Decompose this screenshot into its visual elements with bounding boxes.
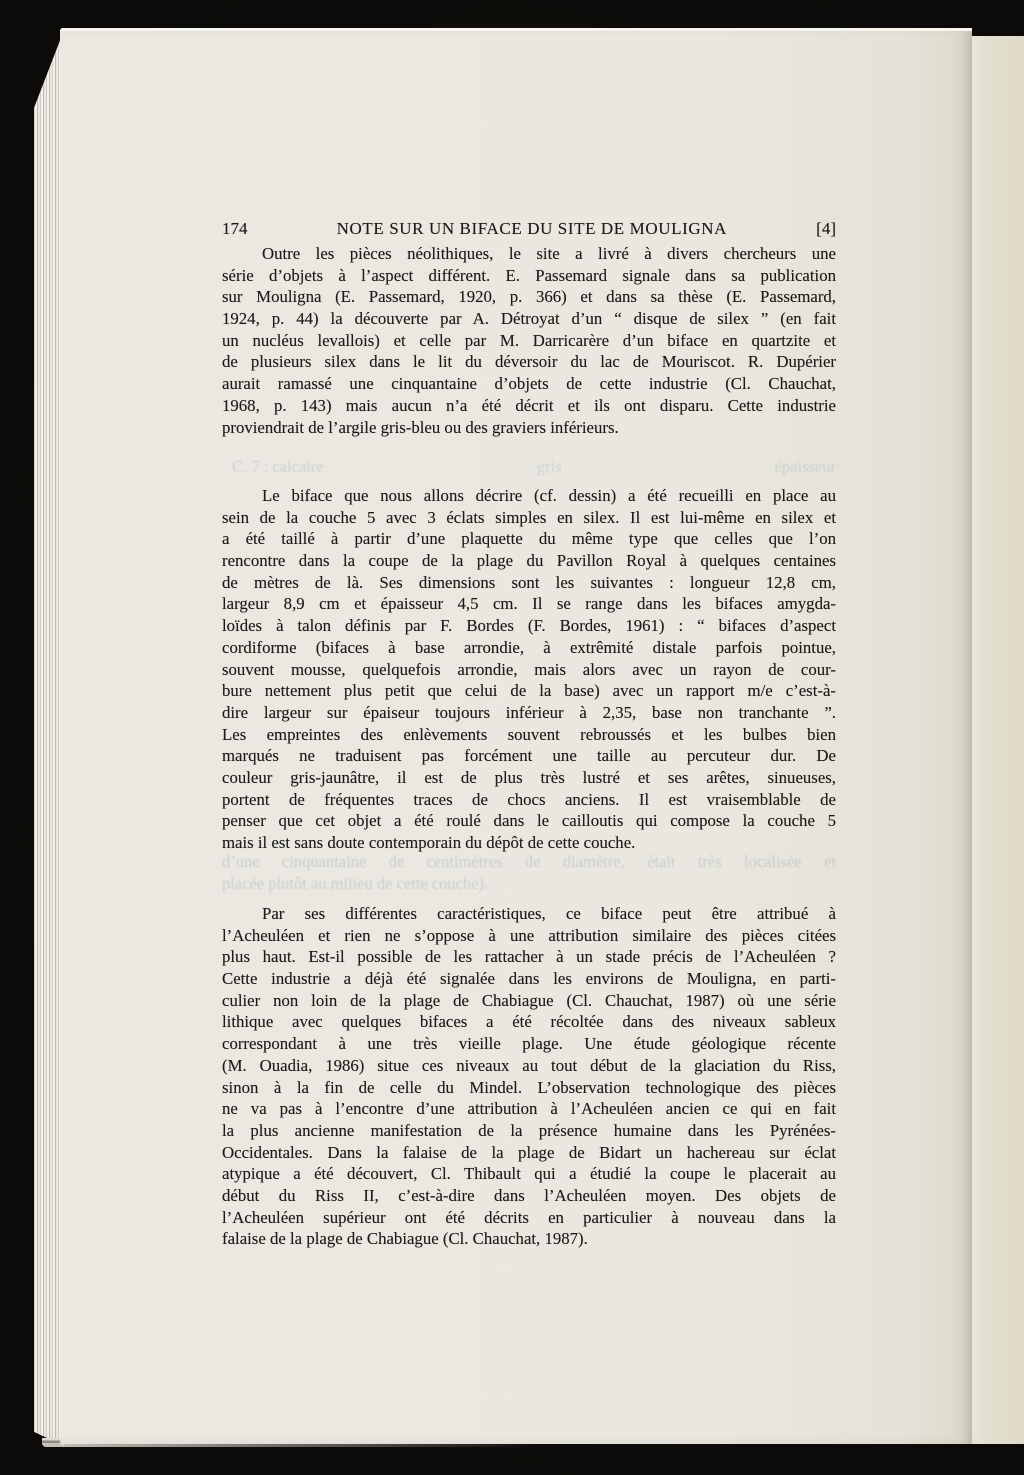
text-line: mais il est sans doute contemporain du dépôt de cette couche. xyxy=(222,833,636,852)
show-through-line: d’une cinquantaine de centimètres de diamètre, était très localisée et xyxy=(222,852,836,871)
text-line: penser que cet objet a été roulé dans le cailloutis qui compose la couche 5 xyxy=(222,811,836,831)
text-line: culier non loin de la plage de Chabiague (Cl. Chauchat, 1987) où une série xyxy=(222,990,836,1010)
text-line: atypique a été découvert, Cl. Thibault qui a étudié la coupe le placerait au xyxy=(222,1164,836,1184)
text-line: Occidentales. Dans la falaise de la plage de Bidart un hachereau sur éclat xyxy=(222,1142,836,1162)
show-through-part: épaisseur xyxy=(774,457,836,476)
text-line: cordiforme (bifaces à base arrondie, à extrêmité distale parfois pointue, xyxy=(222,637,836,657)
text-line: marqués ne traduisent pas forcément une taille au percuteur dur. De xyxy=(222,746,836,766)
text-line: sein de la couche 5 avec 3 éclats simples en silex. Il est lui-même en silex et xyxy=(222,507,836,527)
show-through-part: C. 7 : calcaire xyxy=(232,457,324,476)
paragraph-2 xyxy=(222,485,836,854)
text-line: la plus ancienne manifestation de la présence humaine dans les Pyrénées- xyxy=(222,1120,836,1140)
text-line: Par ses différentes caractéristiques, ce biface peut être attribué à xyxy=(262,904,836,923)
text-line: aurait ramassé une cinquantaine d’objets de cette industrie (Cl. Chauchat, xyxy=(222,374,836,394)
text-line: Le biface que nous allons décrire (cf. dessin) a été recueilli en place au xyxy=(262,486,836,505)
scanned-page xyxy=(60,28,972,1444)
show-through-part: gris xyxy=(536,457,562,476)
margin-reference: [4] xyxy=(816,219,836,238)
text-line: a été taillé à partir d’une plaquette du même type que celles que l’on xyxy=(222,529,836,549)
text-line: Les empreintes des enlèvements souvent rebroussés et les bulbes bien xyxy=(222,724,836,744)
text-line: portent de fréquentes traces de chocs anciens. Il est vraisemblable de xyxy=(222,789,836,809)
text-line: Outre les pièces néolithiques, le site a livré à divers chercheurs une xyxy=(262,244,836,263)
paragraph-1 xyxy=(222,243,836,438)
running-header xyxy=(222,219,836,239)
running-title: NOTE SUR UN BIFACE DU SITE DE MOULIGNA xyxy=(336,219,727,238)
show-through-fragment xyxy=(232,456,836,478)
text-line: bure nettement plus petit que celui de la base) avec un rapport m/e c’est-à- xyxy=(222,681,836,701)
text-line: de mètres de là. Ses dimensions sont les suivantes : longueur 12,8 cm, xyxy=(222,572,836,592)
text-line: Cette industrie a déjà été signalée dans les environs de Mouligna, en parti- xyxy=(222,969,836,989)
show-through-line: placée plutôt au milieu de cette couche). xyxy=(222,874,489,893)
text-line: plus haut. Est-il possible de les rattacher à un stade précis de l’Acheuléen ? xyxy=(222,947,836,967)
text-line: souvent mousse, quelquefois arrondie, mais alors avec un rayon de cour- xyxy=(222,659,836,679)
text-line: de plusieurs silex dans le lit du déversoir du lac de Mouriscot. R. Dupérier xyxy=(222,352,836,372)
text-line: sinon à la fin de celle du Mindel. L’observation technologique des pièces xyxy=(222,1077,836,1097)
text-line: 1968, p. 143) mais aucun n’a été décrit et ils ont disparu. Cette industrie xyxy=(222,395,836,415)
text-line: sur Mouligna (E. Passemard, 1920, p. 366) et dans sa thèse (E. Passemard, xyxy=(222,287,836,307)
text-line: 1924, p. 44) la découverte par A. Détroyat d’un “ disque de silex ” (en fait xyxy=(222,309,836,329)
text-line: début du Riss II, c’est-à-dire dans l’Acheuléen moyen. Des objets de xyxy=(222,1185,836,1205)
text-line: falaise de la plage de Chabiague (Cl. Chauchat, 1987). xyxy=(222,1229,588,1249)
text-line: l’Acheuléen et rien ne s’oppose à une attribution similaire des pièces citées xyxy=(222,925,836,945)
text-line: l’Acheuléen supérieur ont été décrits en particulier à nouveau dans la xyxy=(222,1207,836,1227)
text-line: rencontre dans la coupe de la plage du Pavillon Royal à quelques centaines xyxy=(222,551,836,571)
text-line: largeur 8,9 cm et épaisseur 4,5 cm. Il se range dans les bifaces amygda- xyxy=(222,594,836,614)
text-line: correspondant à une très vieille plage. Une étude géologique récente xyxy=(222,1034,836,1054)
text-line: (M. Ouadia, 1986) situe ces niveaux au tout début de la glaciation du Riss, xyxy=(222,1055,836,1075)
text-line: proviendrait de l’argile gris-bleu ou des graviers inférieurs. xyxy=(222,417,619,437)
text-line: loïdes à talon définis par F. Bordes (F. Bordes, 1961) : “ bifaces d’aspect xyxy=(222,616,836,636)
text-line: un nucléus levallois) et celle par M. Darricarère d’un biface en quartzite et xyxy=(222,330,836,350)
page-number: 174 xyxy=(222,219,248,238)
text-line: lithique avec quelques bifaces a été récoltée dans des niveaux sableux xyxy=(222,1012,836,1032)
text-line: série d’objets à l’aspect différent. E. Passemard signale dans sa publication xyxy=(222,265,836,285)
paragraph-3 xyxy=(222,903,836,1250)
text-line: dire largeur sur épaiseur toujours inférieur à 2,35, base non tranchante ”. xyxy=(222,702,836,722)
text-line: ne va pas à l’encontre d’une attribution à l’Acheuléen ancien ce qui en fait xyxy=(222,1099,836,1119)
text-line: couleur gris-jaunâtre, il est de plus très lustré et ses arêtes, sinueuses, xyxy=(222,767,836,787)
